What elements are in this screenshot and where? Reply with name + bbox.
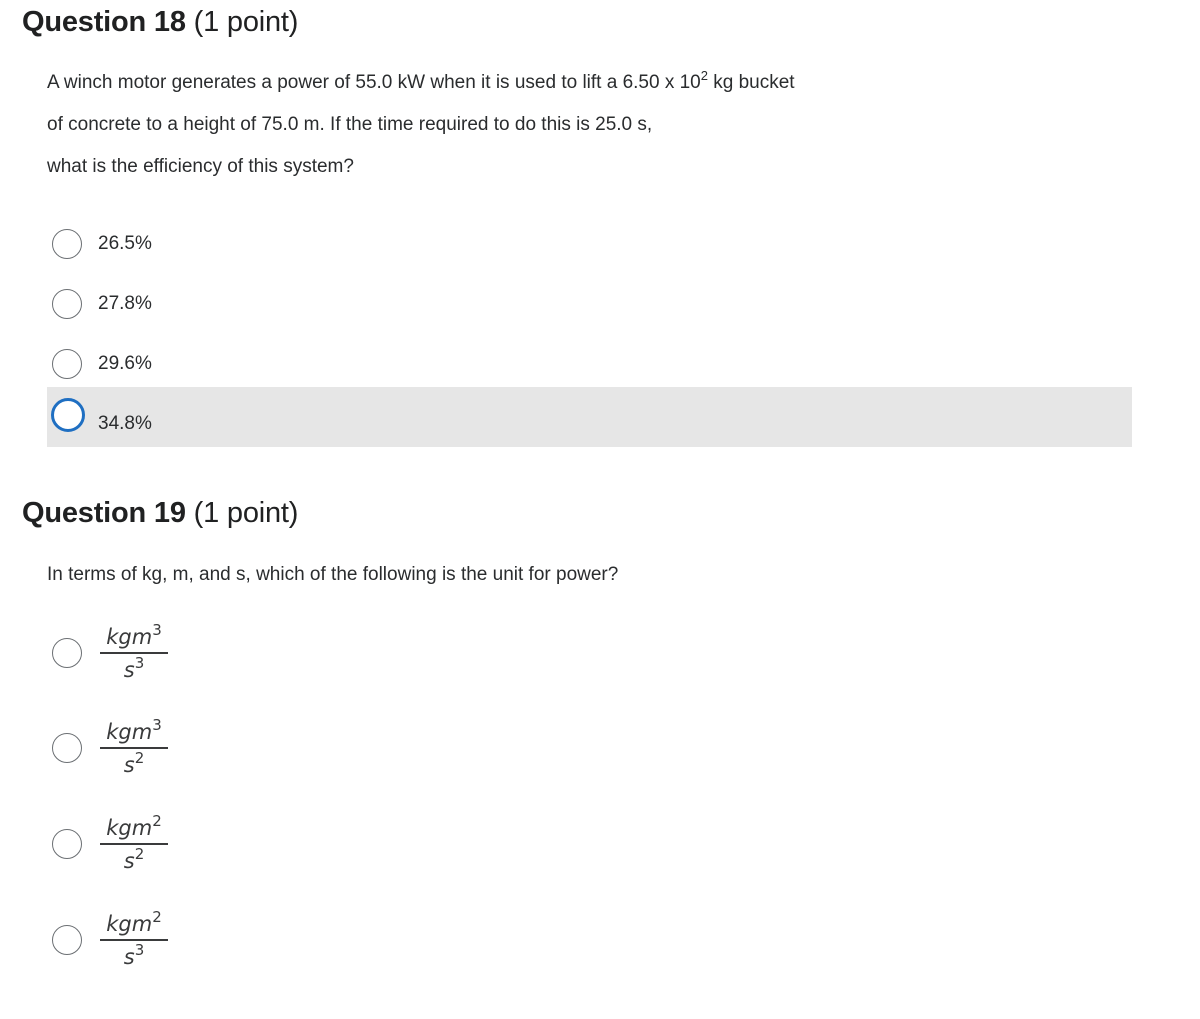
question-19-text: In terms of kg, m, and s, which of the following is the unit for power? (47, 564, 619, 585)
radio-button[interactable] (52, 349, 82, 379)
question-19-title: Question 19 (1 point) (22, 497, 299, 529)
radio-button[interactable] (52, 925, 82, 955)
fraction-label: kgm$^2$ $s^3$ (100, 909, 168, 971)
option-label: 34.8% (98, 413, 152, 434)
q19-option-4[interactable] (47, 909, 347, 989)
q18-option-4[interactable] (47, 387, 1132, 447)
radio-button[interactable] (52, 289, 82, 319)
q18-option-1[interactable] (47, 216, 1132, 276)
q19-option-2[interactable] (47, 717, 347, 797)
radio-button[interactable] (52, 229, 82, 259)
radio-button[interactable] (52, 829, 82, 859)
option-label: 26.5% (98, 233, 152, 254)
question-18-title: Question 18 (1 point) (22, 6, 299, 38)
option-label: 29.6% (98, 353, 152, 374)
fraction-label: kgm$^3$ $s^3$ (100, 622, 168, 684)
q19-option-1[interactable] (47, 622, 347, 702)
q19-option-3[interactable] (47, 813, 347, 893)
fraction-label: kgm$^3$ $s^2$ (100, 717, 168, 779)
q18-option-2[interactable] (47, 276, 1132, 336)
option-label: 27.8% (98, 293, 152, 314)
question-18-line-2: of concrete to a height of 75.0 m. If the time required to do this is 25.0 s, (47, 114, 653, 135)
question-18-text (47, 62, 795, 188)
fraction-label: kgm$^2$ $s^2$ (100, 813, 168, 875)
radio-button[interactable] (52, 638, 82, 668)
radio-button[interactable] (52, 733, 82, 763)
question-18-line-3: what is the efficiency of this system? (47, 156, 354, 177)
question-18-line-1: A winch motor generates a power of 55.0 kW when it is used to lift a 6.50 x $10^2$ kg bucket (47, 68, 795, 93)
radio-button[interactable] (51, 398, 85, 432)
